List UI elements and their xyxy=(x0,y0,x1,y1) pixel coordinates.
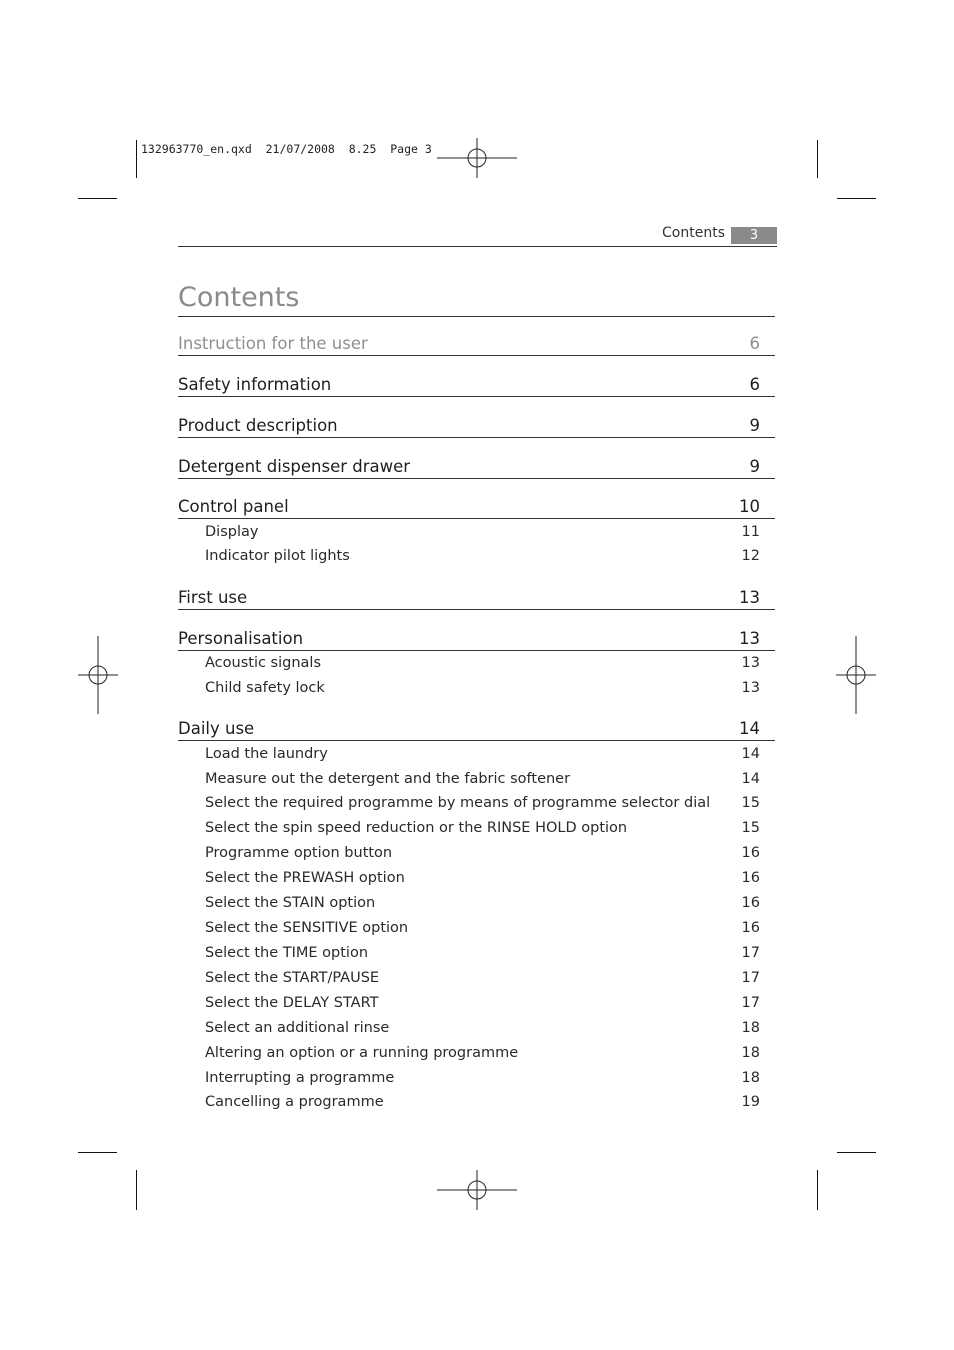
toc-subentry-page: 16 xyxy=(741,845,760,861)
toc-subentry-page: 18 xyxy=(741,1045,760,1061)
toc-section-page: 13 xyxy=(739,588,760,607)
toc-subentry-title: Programme option button xyxy=(205,845,393,861)
toc-subentry-page: 16 xyxy=(741,920,760,936)
toc-subentry[interactable] xyxy=(205,820,760,842)
toc-subentry[interactable] xyxy=(205,895,760,917)
registration-mark-icon xyxy=(437,1170,517,1210)
toc-subentry[interactable] xyxy=(205,771,760,793)
toc-subentry[interactable] xyxy=(205,680,760,702)
toc-subentry[interactable] xyxy=(205,1045,760,1067)
toc-subentry[interactable] xyxy=(205,945,760,967)
toc-subentry-page: 18 xyxy=(741,1020,760,1036)
toc-subentry-title: Select the spin speed reduction or the RINSE HOLD option xyxy=(205,820,628,836)
toc-subentry-page: 16 xyxy=(741,870,760,886)
toc-section-title: Control panel xyxy=(178,497,289,516)
toc-subentry-title: Load the laundry xyxy=(205,746,328,762)
toc-section-title: First use xyxy=(178,588,248,607)
toc-subentry-title: Select the PREWASH option xyxy=(205,870,405,886)
toc-subentry-title: Child safety lock xyxy=(205,680,325,696)
toc-section-title: Safety information xyxy=(178,375,332,394)
toc-subentry-title: Select the required programme by means of programme selector dial xyxy=(205,795,711,811)
registration-mark-icon xyxy=(437,138,517,178)
crop-mark xyxy=(817,1170,818,1210)
toc-subentry-page: 14 xyxy=(741,746,760,762)
toc-subentry[interactable] xyxy=(205,995,760,1017)
toc-subentry-title: Measure out the detergent and the fabric softener xyxy=(205,771,571,787)
toc-section[interactable] xyxy=(178,490,775,519)
toc-subentry-page: 14 xyxy=(741,771,760,787)
crop-mark xyxy=(136,140,137,178)
toc-section[interactable] xyxy=(178,327,775,356)
toc-subentry[interactable] xyxy=(205,1020,760,1042)
running-header-section: Contents xyxy=(662,225,725,241)
toc-subentry-title: Select an additional rinse xyxy=(205,1020,390,1036)
toc-subentry-page: 17 xyxy=(741,945,760,961)
toc-subentry-title: Indicator pilot lights xyxy=(205,548,350,564)
toc-subentry[interactable] xyxy=(205,970,760,992)
toc-section-title: Daily use xyxy=(178,719,255,738)
crop-mark xyxy=(837,1152,876,1153)
toc-subentry[interactable] xyxy=(205,524,760,546)
toc-subentry-page: 15 xyxy=(741,820,760,836)
crop-mark xyxy=(837,198,876,199)
registration-mark-icon xyxy=(78,636,118,714)
toc-section-page: 6 xyxy=(749,334,760,353)
toc-subentry-page: 12 xyxy=(741,548,760,564)
toc-section-page: 9 xyxy=(749,457,760,476)
toc-subentry-page: 13 xyxy=(741,680,760,696)
toc-subentry[interactable] xyxy=(205,1070,760,1092)
toc-subentry[interactable] xyxy=(205,870,760,892)
toc-subentry[interactable] xyxy=(205,1094,760,1116)
toc-section-page: 6 xyxy=(749,375,760,394)
toc-subentry-page: 17 xyxy=(741,970,760,986)
toc-section-title: Instruction for the user xyxy=(178,334,368,353)
toc-subentry-title: Select the SENSITIVE option xyxy=(205,920,409,936)
toc-subentry-title: Select the DELAY START xyxy=(205,995,379,1011)
registration-mark-icon xyxy=(836,636,876,714)
toc-subentry-title: Select the START/PAUSE xyxy=(205,970,380,986)
toc-subentry-page: 11 xyxy=(741,524,760,540)
toc-section-title: Detergent dispenser drawer xyxy=(178,457,411,476)
toc-section-page: 13 xyxy=(739,629,760,648)
page-title: Contents xyxy=(178,282,300,313)
crop-mark xyxy=(78,1152,117,1153)
toc-subentry[interactable] xyxy=(205,920,760,942)
toc-section-page: 14 xyxy=(739,719,760,738)
toc-subentry-title: Select the STAIN option xyxy=(205,895,376,911)
print-slug: 132963770_en.qxd 21/07/2008 8.25 Page 3 xyxy=(141,142,432,156)
toc-subentry[interactable] xyxy=(205,655,760,677)
toc-subentry-page: 18 xyxy=(741,1070,760,1086)
toc-subentry-page: 17 xyxy=(741,995,760,1011)
toc-subentry-page: 19 xyxy=(741,1094,760,1110)
toc-section[interactable] xyxy=(178,368,775,397)
toc-subentry[interactable] xyxy=(205,845,760,867)
crop-mark xyxy=(817,140,818,178)
toc-subentry-title: Altering an option or a running programme xyxy=(205,1045,519,1061)
title-rule xyxy=(178,316,775,317)
toc-subentry-title: Display xyxy=(205,524,259,540)
toc-section-page: 9 xyxy=(749,416,760,435)
toc-subentry-title: Interrupting a programme xyxy=(205,1070,395,1086)
toc-subentry-title: Cancelling a programme xyxy=(205,1094,384,1110)
toc-subentry[interactable] xyxy=(205,548,760,570)
header-rule xyxy=(178,246,777,247)
crop-mark xyxy=(78,198,117,199)
toc-subentry[interactable] xyxy=(205,746,760,768)
toc-section[interactable] xyxy=(178,622,775,651)
toc-subentry-page: 13 xyxy=(741,655,760,671)
page-number-badge: 3 xyxy=(731,227,777,244)
toc-subentry-title: Acoustic signals xyxy=(205,655,321,671)
toc-subentry-page: 16 xyxy=(741,895,760,911)
toc-section-page: 10 xyxy=(739,497,760,516)
toc-section-title: Personalisation xyxy=(178,629,304,648)
toc-subentry[interactable] xyxy=(205,795,760,817)
toc-section[interactable] xyxy=(178,581,775,610)
toc-section[interactable] xyxy=(178,409,775,438)
crop-mark xyxy=(136,1170,137,1210)
toc-section[interactable] xyxy=(178,450,775,479)
toc-section[interactable] xyxy=(178,712,775,741)
toc-section-title: Product description xyxy=(178,416,338,435)
toc-subentry-page: 15 xyxy=(741,795,760,811)
toc-subentry-title: Select the TIME option xyxy=(205,945,369,961)
